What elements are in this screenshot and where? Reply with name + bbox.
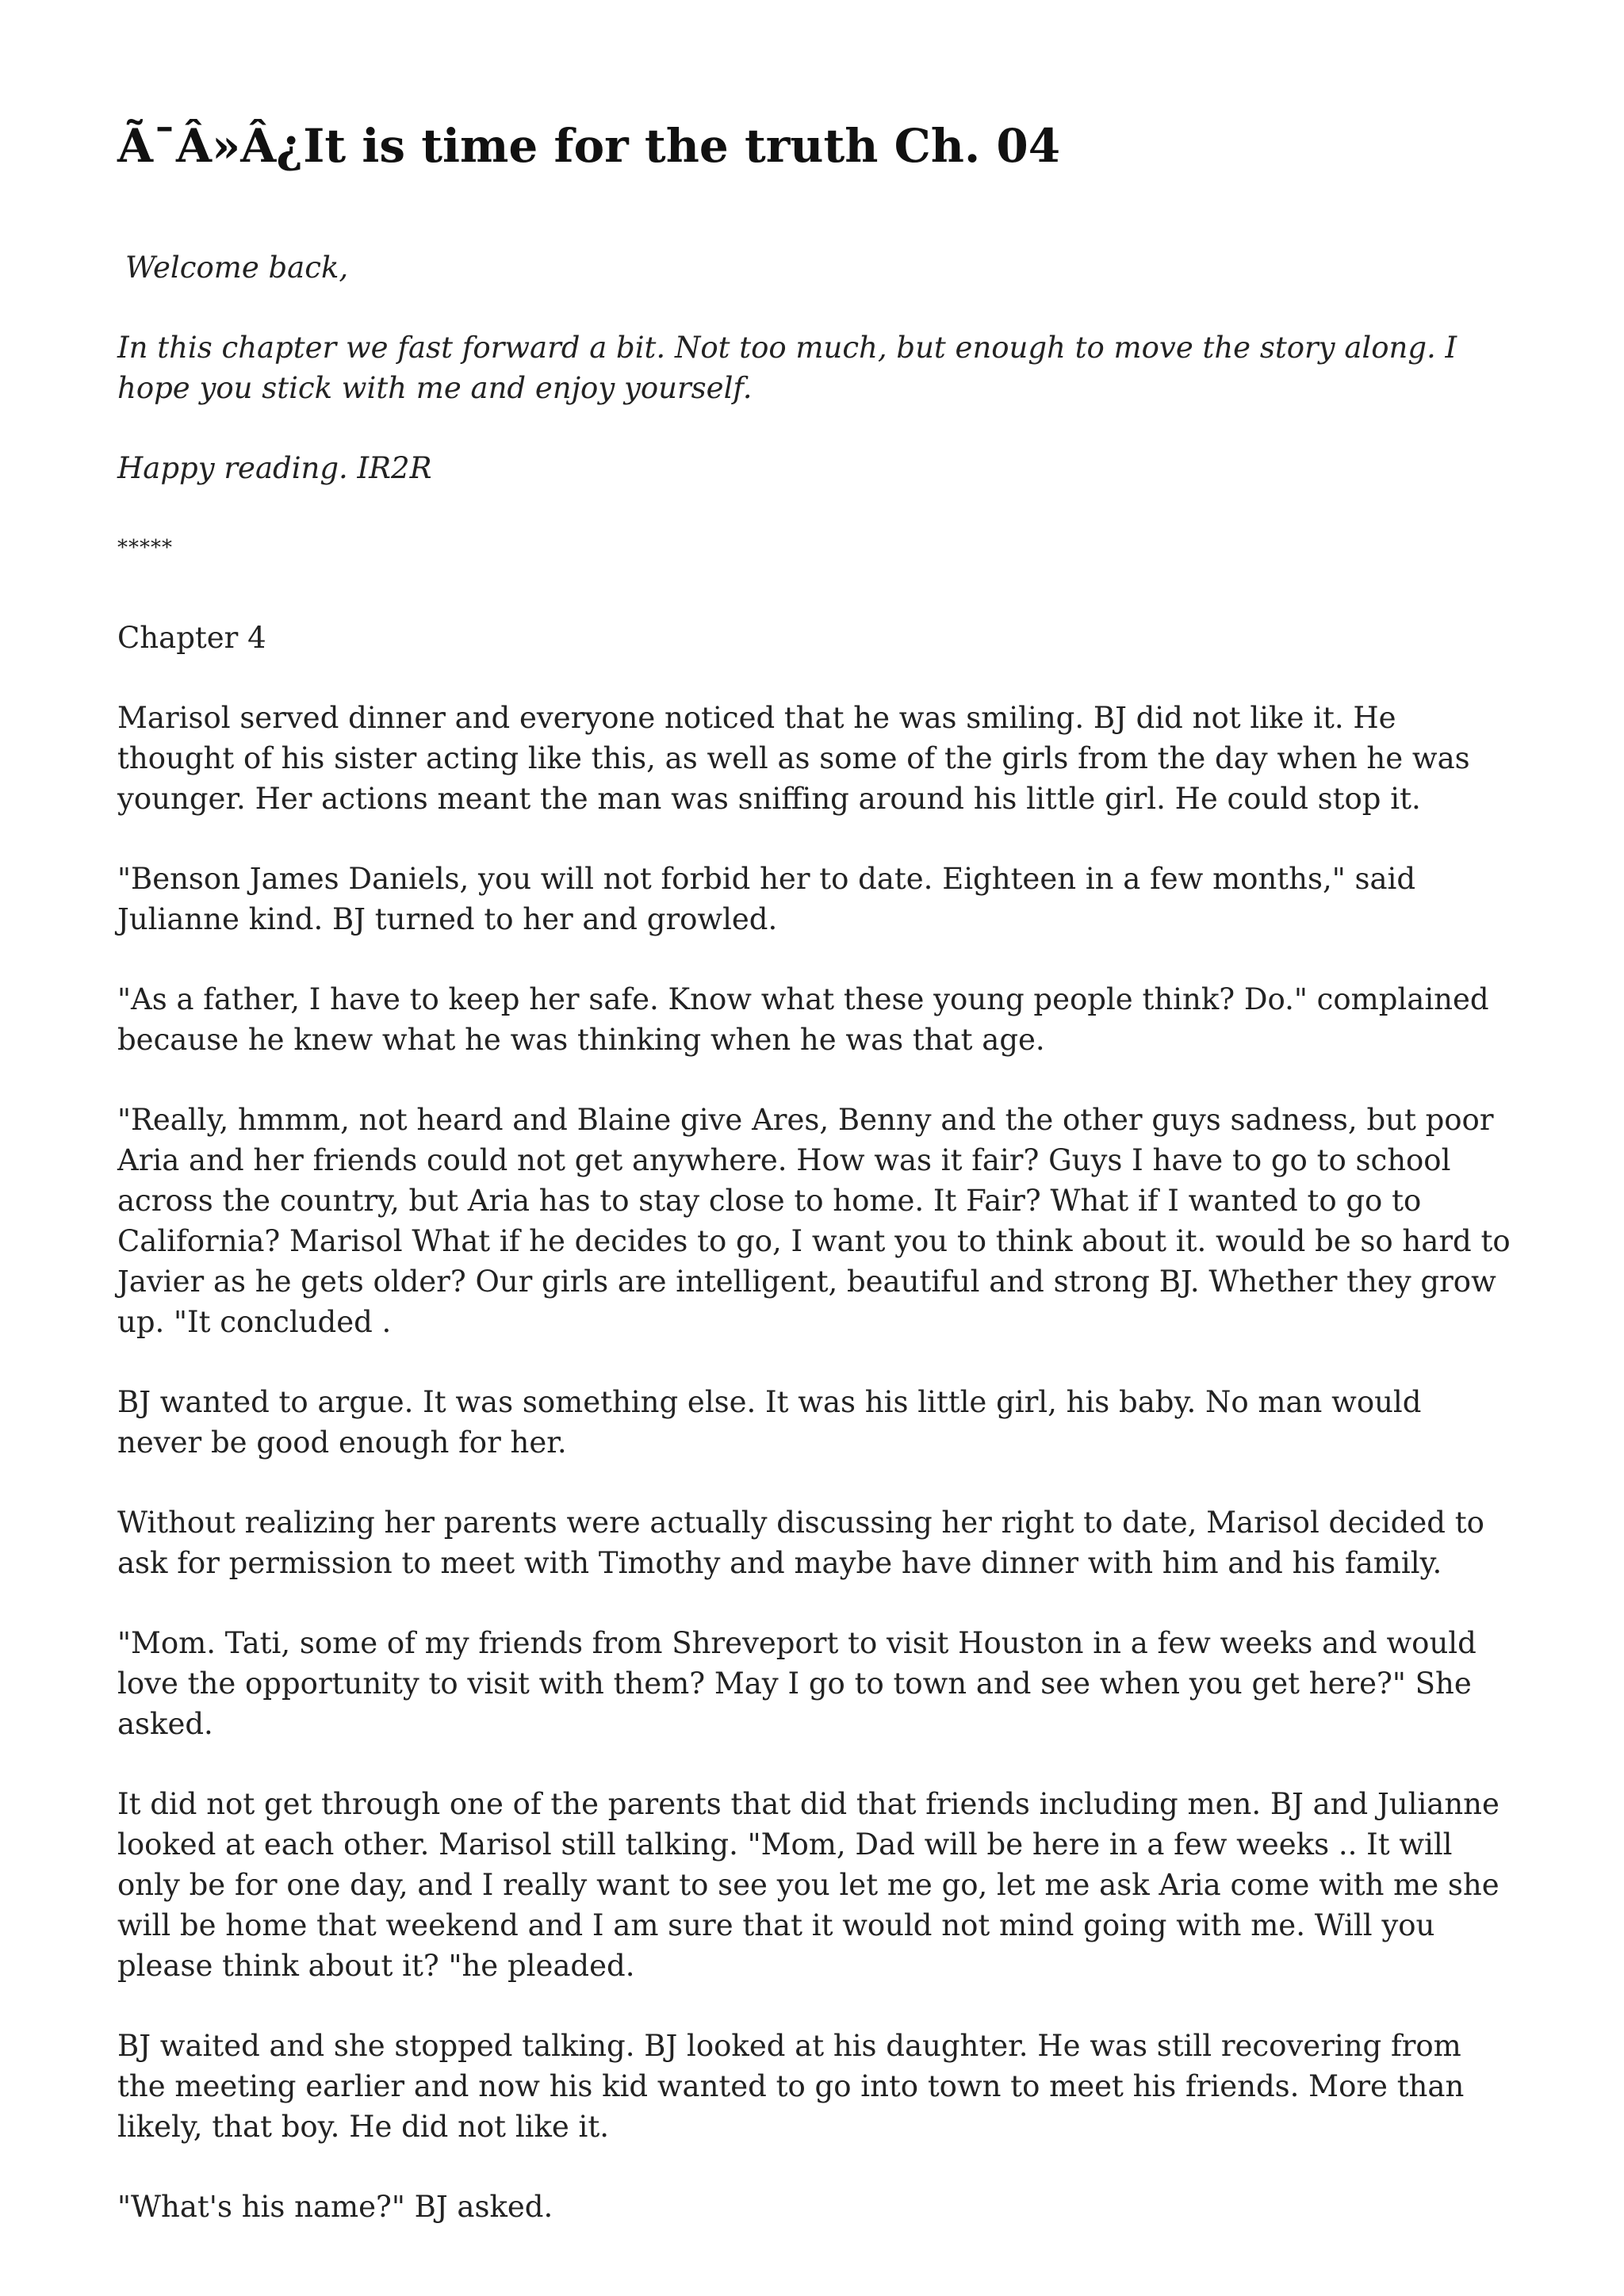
section-separator: ***** <box>117 535 173 560</box>
story-paragraph: "As a father, I have to keep her safe. Know what these young people think? Do." complained because he knew what he was thinking when he was that age. <box>117 982 1489 1057</box>
story-paragraph: BJ waited and she stopped talking. BJ looked at his daughter. He was still recovering from the meeting earlier and now his kid wanted to go into town to meet his friends. More than likely, that boy. He did not like it. <box>117 2028 1465 2144</box>
story-paragraph: "What's his name?" BJ asked. <box>117 2189 553 2224</box>
story-paragraph: "Mom. Tati, some of my friends from Shreveport to visit Houston in a few weeks and would love the opportunity to visit with them? May I go to town and see when you get here?" She asked. <box>117 1625 1477 1741</box>
chapter-label: Chapter 4 <box>117 620 266 655</box>
story-title: Ã¯Â»Â¿It is time for the truth Ch. 04 <box>117 119 1061 173</box>
story-paragraph: "Benson James Daniels, you will not forbid her to date. Eighteen in a few months," said Julianne kind. BJ turned to her and growled. <box>117 861 1416 936</box>
document-page <box>117 119 1513 2267</box>
intro-note: In this chapter we fast forward a bit. Not too much, but enough to move the story along. I hope you stick with me and enjoy yourself. <box>117 330 1457 405</box>
story-paragraph: BJ wanted to argue. It was something else. It was his little girl, his baby. No man would never be good enough for her. <box>117 1384 1422 1460</box>
intro-welcome: Welcome back, <box>125 250 349 285</box>
story-paragraph: It did not get through one of the parents that did that friends including men. BJ and Julianne looked at each other. Marisol still talking. "Mom, Dad will be here in a few weeks .. It will only be for one day, and I really want to see you let me go, let me ask Aria come with me she will be home that weekend and I am sure that it would not mind going with me. Will you please think about it? "he pleaded. <box>117 1786 1500 1983</box>
intro-signoff: Happy reading. IR2R <box>117 450 432 485</box>
story-paragraph: "Really, hmmm, not heard and Blaine give Ares, Benny and the other guys sadness, but poor Aria and her friends could not get anywhere. How was it fair? Guys I have to go to school across the country, but Aria has to stay close to home. It Fair? What if I wanted to go to California? Marisol What if he decides to go, I want you to think about it. would be so hard to Javier as he gets older? Our girls are intelligent, beautiful and strong BJ. Whether they grow up. "It concluded . <box>117 1102 1511 1339</box>
story-paragraph: Without realizing her parents were actually discussing her right to date, Marisol decided to ask for permission to meet with Timothy and maybe have dinner with him and his family. <box>117 1505 1484 1580</box>
story-paragraph: Marisol served dinner and everyone noticed that he was smiling. BJ did not like it. He thought of his sister acting like this, as well as some of the girls from the day when he was younger. Her actions meant the man was sniffing around his little girl. He could stop it. <box>117 700 1470 816</box>
